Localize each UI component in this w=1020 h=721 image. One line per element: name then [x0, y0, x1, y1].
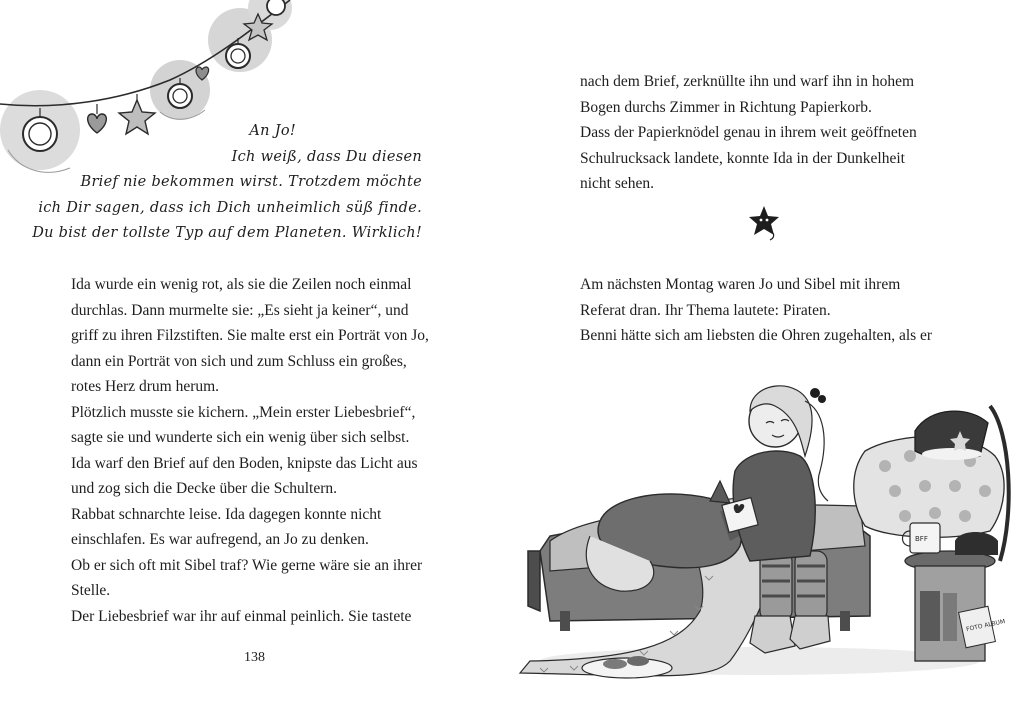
mug-label: BFF	[915, 535, 928, 543]
right-top-text	[580, 69, 917, 197]
text-line: Ida warf den Brief auf den Boden, knipste das Licht aus	[71, 454, 418, 472]
text-line: nach dem Brief, zerknüllte ihn und warf ihn in hohem	[580, 73, 915, 90]
text-line: Benni hätte sich am liebsten die Ohren zugehalten, als er	[580, 327, 933, 344]
text-line: Bogen durchs Zimmer in Richtung Papierkorb.	[580, 98, 872, 116]
letter-line: ich Dir sagen, dass ich Dich unheimlich süß finde.	[38, 199, 422, 216]
page-number: 138	[244, 650, 265, 665]
text-line: Rabbat schnarchte leise. Ida dagegen konnte nicht	[71, 505, 382, 523]
love-letter	[32, 119, 422, 247]
text-line: Der Liebesbrief war ihr auf einmal peinlich. Sie tastete	[71, 607, 412, 625]
text-line: nicht sehen.	[580, 175, 655, 192]
text-line: einschlafen. Es war aufregend, an Jo zu denken.	[71, 531, 369, 548]
text-line: Plötzlich musste sie kichern. „Mein erster Liebesbrief“,	[71, 403, 416, 421]
text-line: Ida wurde ein wenig rot, als sie die Zeilen noch einmal	[71, 276, 412, 293]
left-body-text	[71, 272, 429, 629]
text-line: durchlas. Dann murmelte sie: „Es sieht ja keiner“, und	[71, 301, 409, 319]
text-line: Schulrucksack landete, konnte Ida in der Dunkelheit	[580, 149, 905, 167]
letter-line: Du bist der tollste Typ auf dem Planeten. Wirklich!	[32, 225, 422, 241]
text-line: dann ein Porträt von sich und zum Schluss ein großes,	[71, 352, 407, 370]
letter-line: Brief nie bekommen wirst. Trotzdem möchte	[80, 174, 422, 190]
text-line: und zog sich die Decke über die Schultern.	[71, 480, 337, 497]
right-bottom-text	[580, 272, 932, 349]
girl-on-bed-illustration	[510, 361, 1020, 721]
right-page	[510, 0, 1020, 721]
letter-line: Ich weiß, dass Du diesen	[231, 148, 422, 165]
text-line: Dass der Papierknödel genau in ihrem weit geöffneten	[580, 124, 917, 141]
text-line: Stelle.	[71, 582, 111, 599]
text-line: Am nächsten Montag waren Jo und Sibel mit ihrem	[580, 276, 901, 293]
text-line: Referat dran. Ihr Thema lautete: Piraten.	[580, 301, 831, 319]
text-line: sagte sie und wunderte sich ein wenig über sich selbst.	[71, 429, 410, 446]
photo-album-label: FOTO ALBUM	[965, 618, 1006, 634]
text-line: Ob er sich oft mit Sibel traf? Wie gerne wäre sie an ihrer	[71, 556, 423, 574]
text-line: griff zu ihren Filzstiften. Sie malte erst ein Porträt von Jo,	[71, 327, 429, 344]
text-line: rotes Herz drum herum.	[71, 378, 220, 395]
star-icon	[746, 202, 786, 242]
letter-line: An Jo!	[249, 123, 296, 139]
